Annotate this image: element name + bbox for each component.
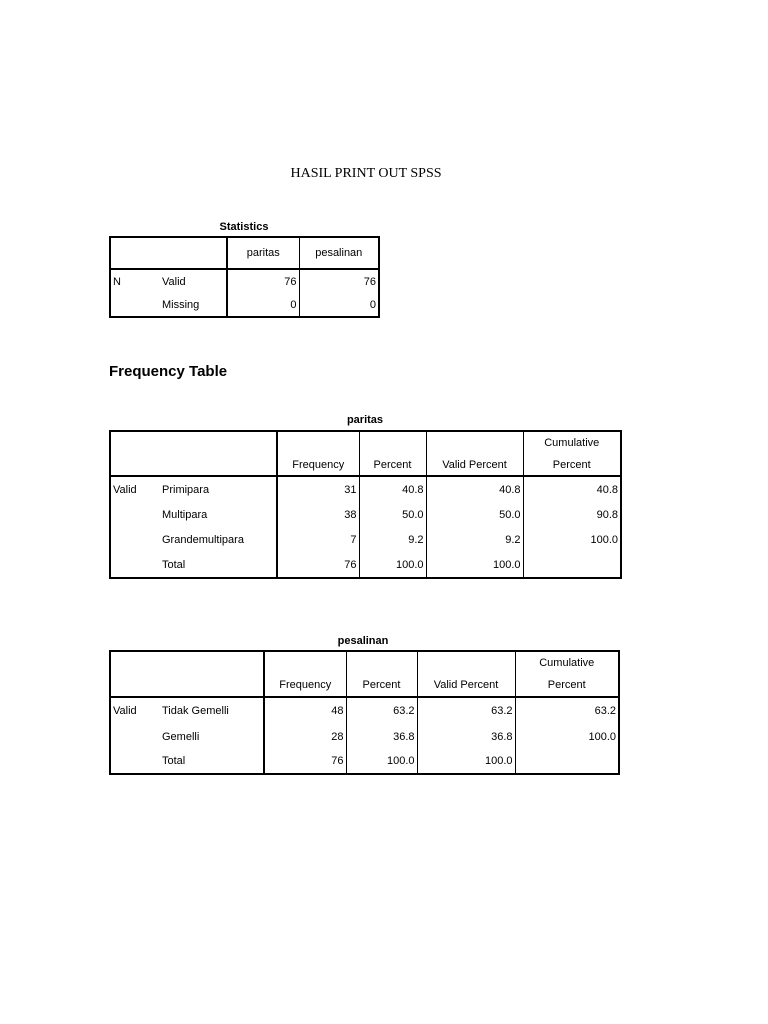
paritas-percent-cell: 9.2 bbox=[359, 527, 426, 553]
paritas-row-label: Primipara bbox=[160, 476, 277, 502]
paritas-valid-percent-cell: 9.2 bbox=[426, 527, 523, 553]
pesalinan-caption: pesalinan bbox=[337, 635, 389, 647]
paritas-header-valid-percent: Valid Percent bbox=[426, 454, 523, 476]
pesalinan-row-label: Gemelli bbox=[160, 724, 264, 749]
paritas-cumulative-cell bbox=[523, 553, 621, 578]
pesalinan-frequency-cell: 48 bbox=[264, 697, 346, 724]
paritas-frequency-cell: 7 bbox=[277, 527, 359, 553]
statistics-header-row bbox=[110, 237, 379, 269]
statistics-cell: 0 bbox=[227, 293, 299, 317]
paritas-percent-cell: 40.8 bbox=[359, 476, 426, 502]
statistics-cell: 0 bbox=[299, 293, 379, 317]
pesalinan-valid-percent-cell: 100.0 bbox=[417, 749, 515, 774]
table-row bbox=[110, 553, 621, 578]
paritas-frequency-cell: 38 bbox=[277, 502, 359, 527]
pesalinan-cumulative-cell: 100.0 bbox=[515, 724, 619, 749]
pesalinan-header-row-1 bbox=[110, 651, 619, 674]
statistics-header-paritas: paritas bbox=[227, 237, 299, 269]
statistics-cell: 76 bbox=[299, 269, 379, 293]
paritas-frequency-cell: 76 bbox=[277, 553, 359, 578]
pesalinan-percent-cell: 100.0 bbox=[346, 749, 417, 774]
paritas-valid-percent-cell: 50.0 bbox=[426, 502, 523, 527]
pesalinan-valid-percent-cell: 63.2 bbox=[417, 697, 515, 724]
paritas-header-row-2 bbox=[110, 454, 621, 476]
paritas-frequency-cell: 31 bbox=[277, 476, 359, 502]
pesalinan-percent-cell: 63.2 bbox=[346, 697, 417, 724]
paritas-row-label: Total bbox=[160, 553, 277, 578]
pesalinan-frequency-cell: 76 bbox=[264, 749, 346, 774]
pesalinan-table bbox=[109, 650, 620, 775]
table-row bbox=[110, 697, 619, 724]
paritas-row-label: Grandemultipara bbox=[160, 527, 277, 553]
statistics-row-valid bbox=[110, 269, 379, 293]
paritas-caption: paritas bbox=[346, 414, 384, 426]
pesalinan-header-row-2 bbox=[110, 674, 619, 697]
paritas-percent-cell: 50.0 bbox=[359, 502, 426, 527]
statistics-cell: 76 bbox=[227, 269, 299, 293]
table-row bbox=[110, 476, 621, 502]
paritas-valid-percent-cell: 40.8 bbox=[426, 476, 523, 502]
paritas-group-label: Valid bbox=[110, 476, 160, 502]
pesalinan-header-cumulative: Cumulative bbox=[515, 651, 619, 674]
pesalinan-group-label: Valid bbox=[110, 697, 160, 724]
frequency-table-heading: Frequency Table bbox=[109, 363, 228, 380]
pesalinan-header-percent: Percent bbox=[346, 674, 417, 697]
pesalinan-percent-cell: 36.8 bbox=[346, 724, 417, 749]
statistics-row-group: N bbox=[110, 269, 160, 293]
pesalinan-valid-percent-cell: 36.8 bbox=[417, 724, 515, 749]
pesalinan-header-cumulative-percent: Percent bbox=[515, 674, 619, 697]
paritas-header-frequency: Frequency bbox=[277, 454, 359, 476]
statistics-table bbox=[109, 236, 380, 318]
paritas-header-row-1 bbox=[110, 431, 621, 454]
table-row bbox=[110, 527, 621, 553]
statistics-header-pesalinan: pesalinan bbox=[299, 237, 379, 269]
paritas-header-cumulative-percent: Percent bbox=[523, 454, 621, 476]
statistics-caption: Statistics bbox=[219, 221, 269, 233]
pesalinan-header-valid-percent: Valid Percent bbox=[417, 674, 515, 697]
pesalinan-row-label: Total bbox=[160, 749, 264, 774]
paritas-valid-percent-cell: 100.0 bbox=[426, 553, 523, 578]
paritas-table bbox=[109, 430, 622, 579]
paritas-header-cumulative: Cumulative bbox=[523, 431, 621, 454]
pesalinan-cumulative-cell: 63.2 bbox=[515, 697, 619, 724]
statistics-row-missing bbox=[110, 293, 379, 317]
paritas-cumulative-cell: 100.0 bbox=[523, 527, 621, 553]
paritas-cumulative-cell: 90.8 bbox=[523, 502, 621, 527]
page-title: HASIL PRINT OUT SPSS bbox=[290, 166, 442, 181]
table-row bbox=[110, 749, 619, 774]
paritas-header-percent: Percent bbox=[359, 454, 426, 476]
statistics-row-label: Missing bbox=[160, 293, 227, 317]
pesalinan-header-frequency: Frequency bbox=[264, 674, 346, 697]
statistics-row-label: Valid bbox=[160, 269, 227, 293]
paritas-percent-cell: 100.0 bbox=[359, 553, 426, 578]
pesalinan-cumulative-cell bbox=[515, 749, 619, 774]
pesalinan-row-label: Tidak Gemelli bbox=[160, 697, 264, 724]
paritas-cumulative-cell: 40.8 bbox=[523, 476, 621, 502]
table-row bbox=[110, 724, 619, 749]
table-row bbox=[110, 502, 621, 527]
pesalinan-frequency-cell: 28 bbox=[264, 724, 346, 749]
paritas-row-label: Multipara bbox=[160, 502, 277, 527]
